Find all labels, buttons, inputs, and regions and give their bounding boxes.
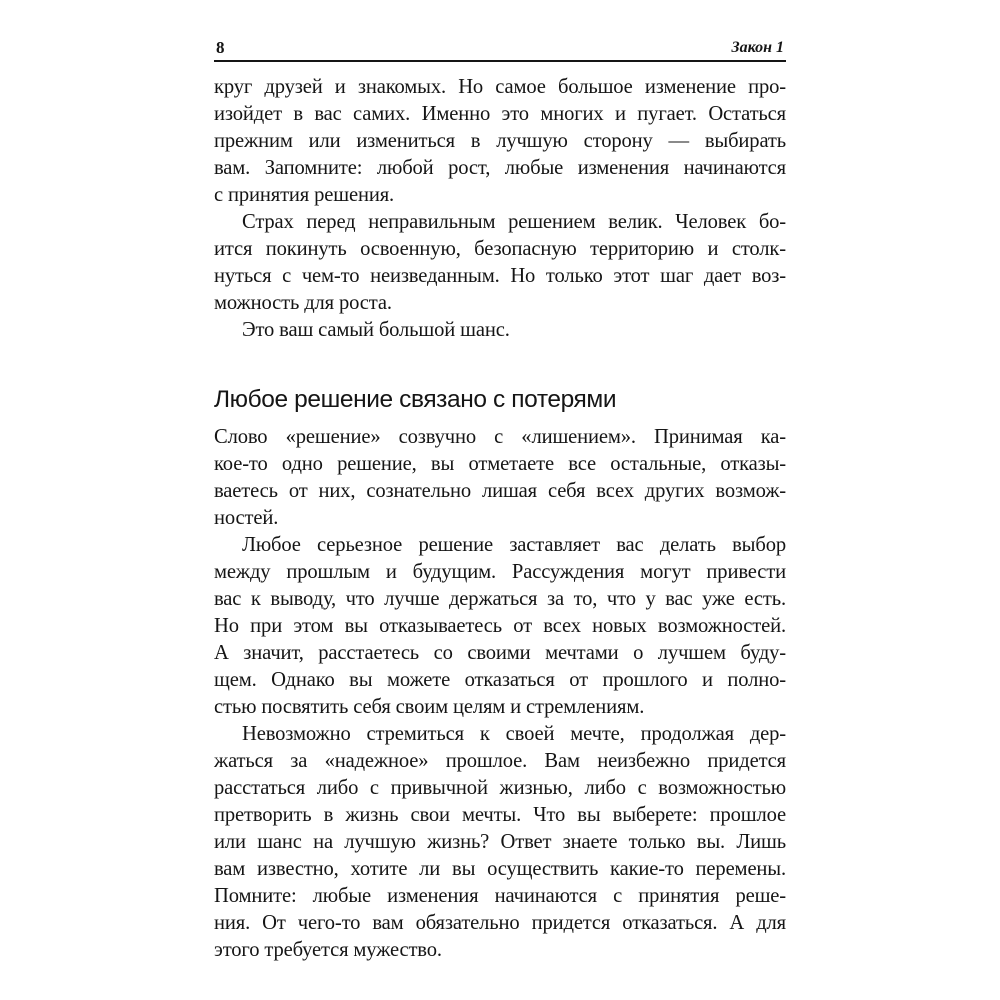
text-line: Невозможно стремиться к своей мечте, продолжая дер- (242, 723, 786, 745)
text-line: этого требуется мужество. (214, 939, 442, 961)
text-line: расстаться либо с привычной жизнью, либо с возможностью (214, 777, 786, 799)
text-line: нуться с чем-то неизведанным. Но только этот шаг дает воз- (214, 265, 786, 287)
text-line: Слово «решение» созвучно с «лишением». Принимая ка- (214, 426, 786, 448)
book-page (214, 36, 786, 966)
paragraph (214, 317, 786, 344)
text-line: или шанс на лучшую жизнь? Ответ знаете только вы. Лишь (214, 831, 786, 853)
text-line: с принятия решения. (214, 184, 395, 206)
text-line: изойдет в вас самих. Именно это многих и пугает. Остаться (214, 103, 786, 125)
text-line: можность для роста. (214, 292, 392, 314)
text-line: претворить в жизнь свои мечты. Что вы выберете: прошлое (214, 804, 786, 826)
text-line: вам известно, хотите ли вы осуществить какие-то перемены. (214, 858, 786, 880)
paragraph (214, 209, 786, 317)
text-line: Но при этом вы отказываетесь от всех новых возможностей. (214, 615, 786, 637)
text-line: Любое серьезное решение заставляет вас делать выбор (242, 534, 786, 556)
text-line: между прошлым и будущим. Рассуждения могут привести (214, 561, 786, 583)
paragraph (214, 532, 786, 721)
text-line: круг друзей и знакомых. Но самое большое изменение про- (214, 76, 786, 98)
text-line: вам. Запомните: любой рост, любые изменения начинаются (214, 157, 786, 179)
text-line: ностей. (214, 507, 279, 529)
text-line: прежним или измениться в лучшую сторону — выбирать (214, 130, 786, 152)
text-line: кое-то одно решение, вы отметаете все остальные, отказы- (214, 453, 786, 475)
paragraph (214, 424, 786, 532)
text-line: ваетесь от них, сознательно лишая себя всех других возмож- (214, 480, 786, 502)
text-line: щем. Однако вы можете отказаться от прошлого и полно- (214, 669, 786, 691)
text-block-top (214, 74, 786, 344)
text-line: Помните: любые изменения начинаются с принятия реше- (214, 885, 786, 907)
text-line: Это ваш самый большой шанс. (242, 319, 510, 341)
text-line: вас к выводу, что лучше держаться за то, что у вас уже есть. (214, 588, 786, 610)
text-line: жаться за «надежное» прошлое. Вам неизбежно придется (214, 750, 786, 772)
text-line: Страх перед неправильным решением велик. Человек бо- (242, 211, 786, 233)
text-line: ния. От чего-то вам обязательно придется отказаться. А для (214, 912, 786, 934)
text-line: стью посвятить себя своим целям и стремлениям. (214, 696, 645, 718)
paragraph (214, 74, 786, 209)
chapter-title: Закон 1 (731, 39, 784, 56)
page-number: 8 (216, 38, 225, 57)
text-line: А значит, расстаетесь со своими мечтами о лучшем буду- (214, 642, 786, 664)
running-header (214, 36, 786, 62)
paragraph (214, 721, 786, 964)
section-heading: Любое решение связано с потерями (214, 386, 617, 413)
text-line: ится покинуть освоенную, безопасную территорию и столк- (214, 238, 786, 260)
text-block-section (214, 424, 786, 964)
